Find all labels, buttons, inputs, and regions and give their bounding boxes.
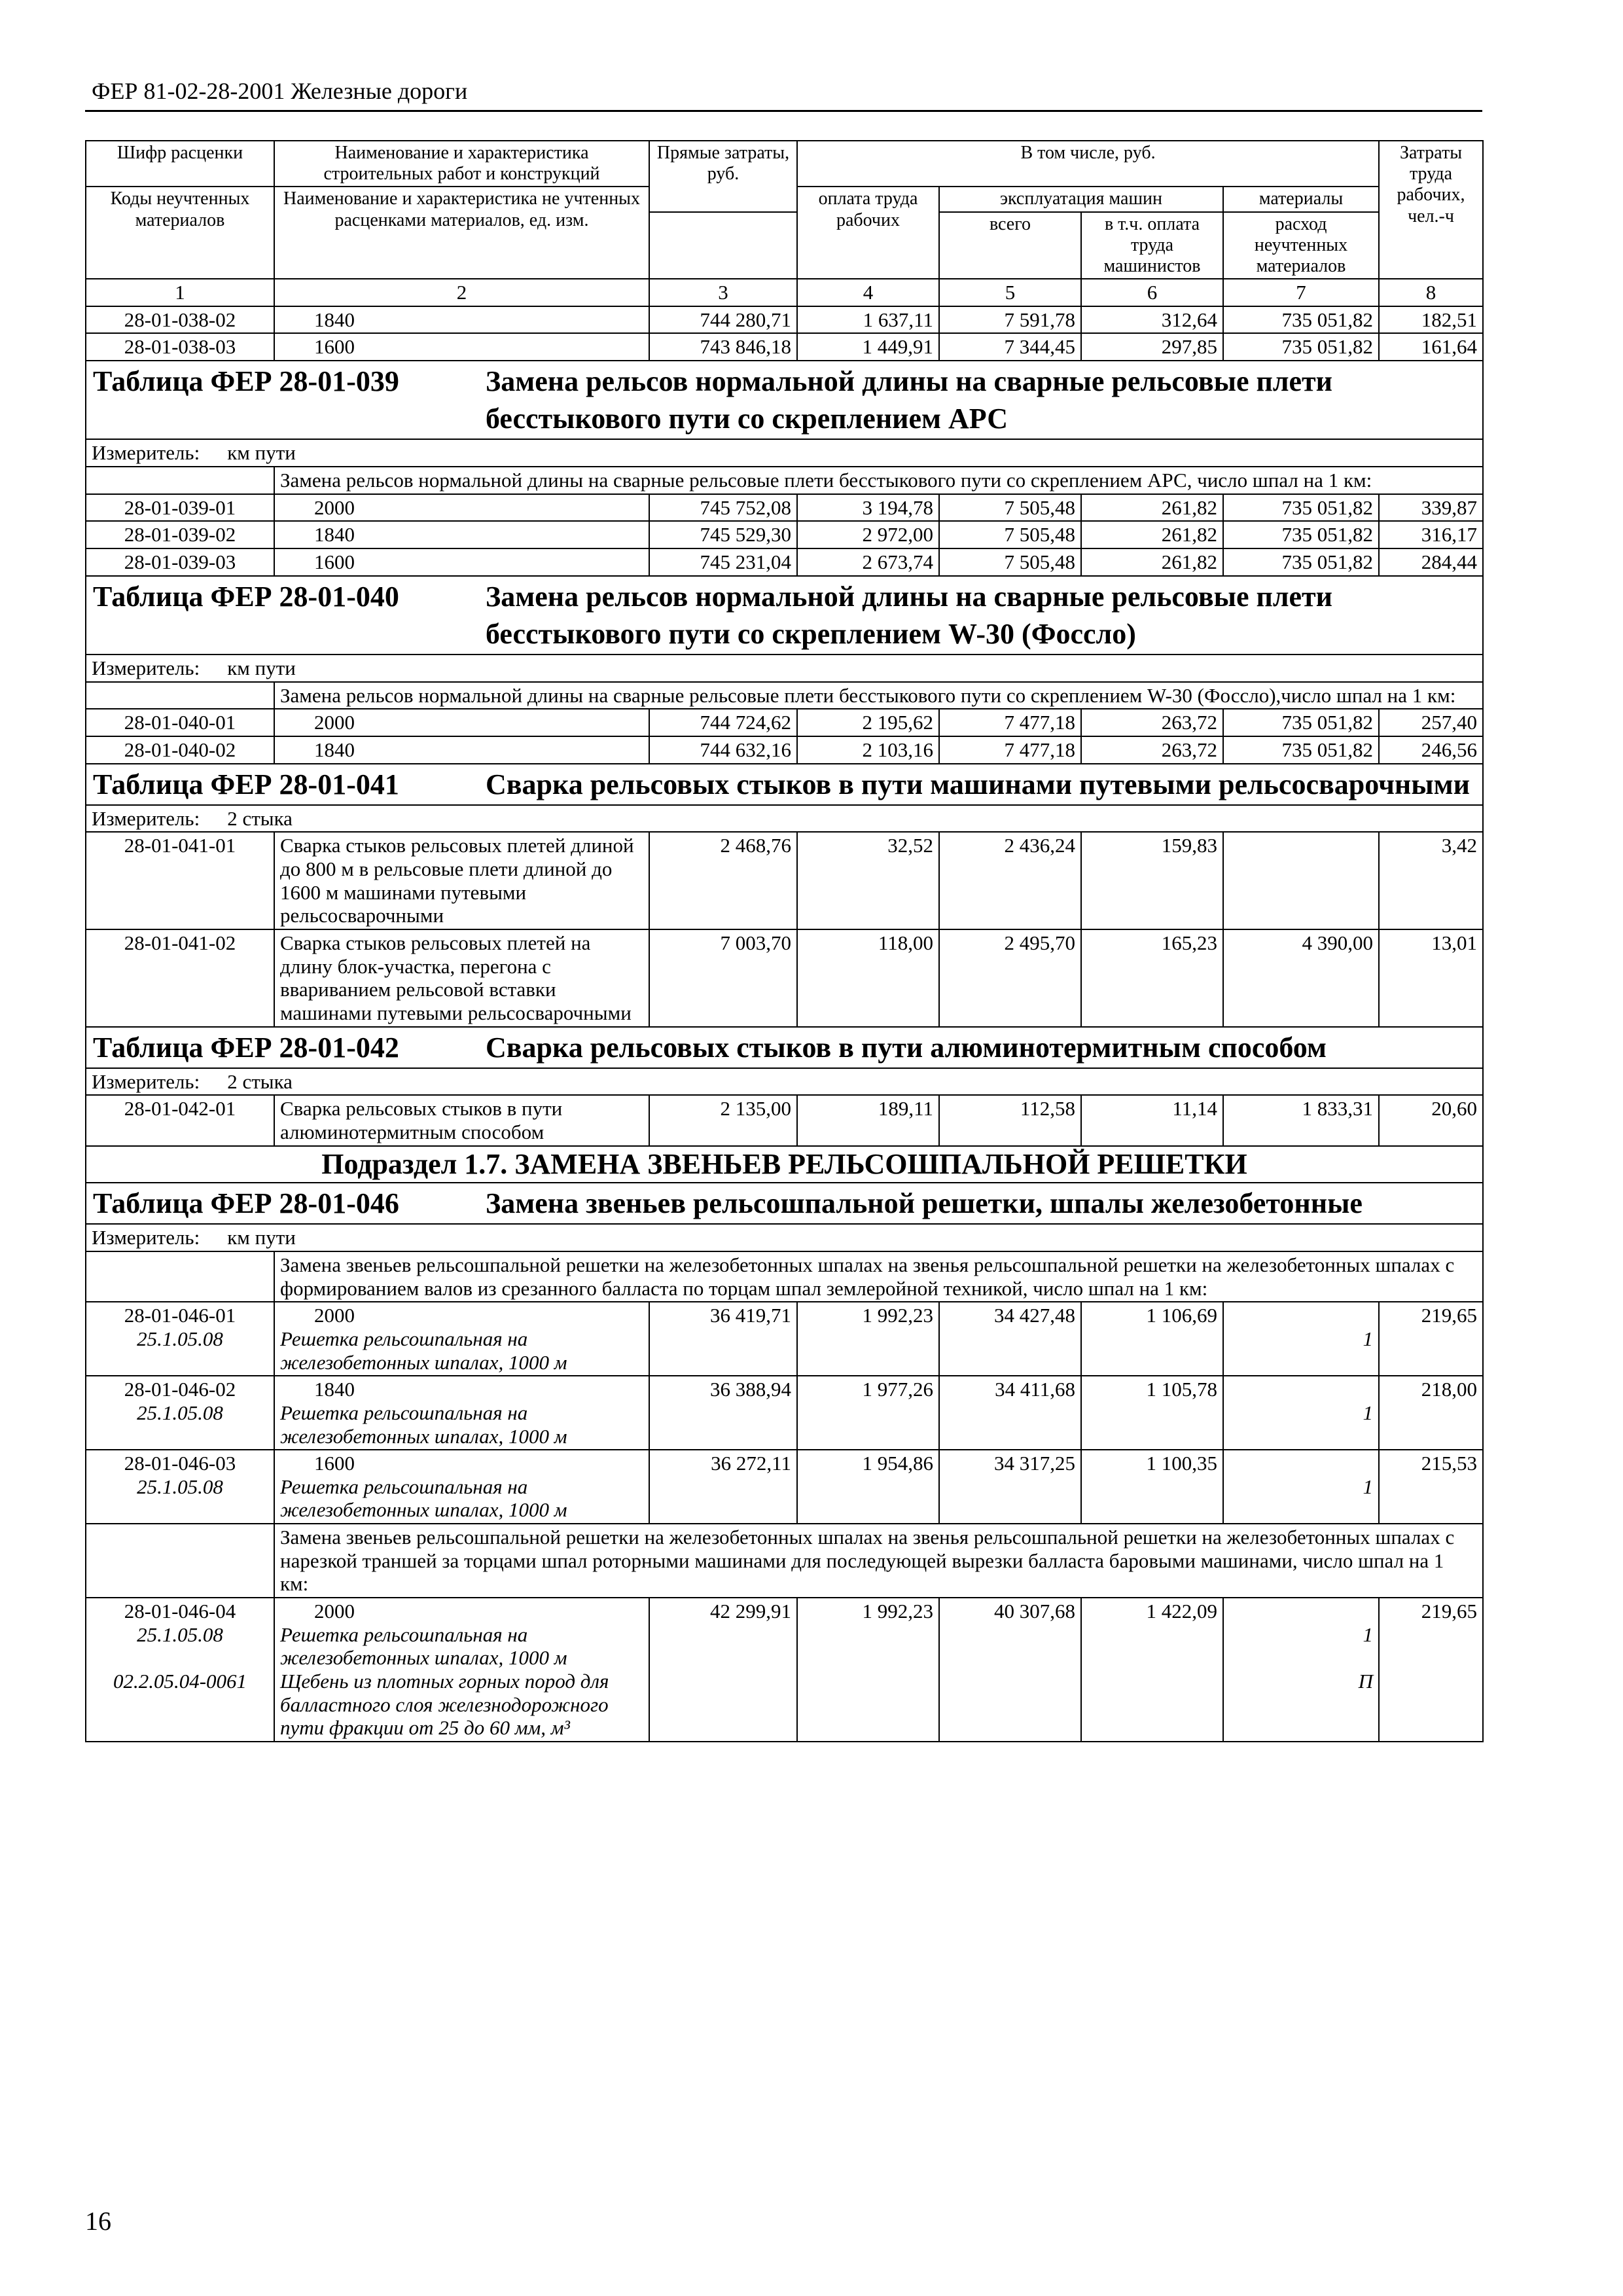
col-matcode-header: Коды неучтенных материалов [86, 187, 274, 279]
col-matuse-header: расход неучтенных материалов [1223, 212, 1379, 279]
table-number: Таблица ФЕР 28-01-040 [93, 580, 399, 613]
table-row: 28-01-046-02 25.1.05.08 1840 Решетка рельсошпальная на железобетонных шпалах, 1000 м 36 388,94 1 977,26 34 411,68 1 105,78 1 218,00 [86, 1376, 1483, 1450]
header-rule [85, 110, 1482, 112]
price-table [85, 140, 1484, 1742]
col-name-header: Наименование и характеристика строительных работ и конструкций [274, 141, 649, 187]
subsection-row [86, 1146, 1483, 1183]
table-title-row [86, 1183, 1483, 1224]
col-machtotal-header: всего [939, 212, 1081, 279]
table-number: Таблица ФЕР 28-01-042 [93, 1031, 399, 1064]
table-row: 28-01-038-02 1840 744 280,71 1 637,11 7 591,78 312,64 735 051,82 182,51 [86, 306, 1483, 334]
description-row: Замена звеньев рельсошпальной решетки на железобетонных шпалах на звенья рельсошпальной решетки на железобетонных шпалах с нарезкой траншей за торцами шпал роторными машинами для последующей вырезки балласта баровыми машинами, число шпал на 1 км: [86, 1524, 1483, 1598]
col-matname-header: Наименование и характеристика не учтенных расценками материалов, ед. изм. [274, 187, 649, 279]
page-number: 16 [85, 2206, 111, 2236]
measure-row: Измеритель: 2 стыка [86, 805, 1483, 833]
column-numbers-row: 1 2 3 4 5 6 7 8 [86, 279, 1483, 306]
table-row: 28-01-041-01 Сварка стыков рельсовых плетей длиной до 800 м в рельсовые плети длиной до 1600 м машинами путевыми рельсосварочными 2 468,76 32,52 2 436,24 159,83 3,42 [86, 832, 1483, 929]
subsection-title: Подраздел 1.7. ЗАМЕНА ЗВЕНЬЕВ РЕЛЬСОШПАЛЬНОЙ РЕШЕТКИ [86, 1146, 1483, 1183]
table-row: 28-01-040-01 2000 744 724,62 2 195,62 7 477,18 263,72 735 051,82 257,40 [86, 709, 1483, 736]
table-row: 28-01-046-04 25.1.05.08 02.2.05.04-0061 2000 Решетка рельсошпальная на железобетонных шпалах, 1000 м Щебень из плотных горных пород для балластного слоя железнодорожного пути фракции от 25 до 60 мм, м³ 42 299,91 1 992,23 40 307,68 1 422,09 1 П 219,65 [86, 1598, 1483, 1742]
col-direct-header: Прямые затраты, руб. [649, 141, 797, 212]
description-row: Замена рельсов нормальной длины на сварные рельсовые плети бесстыкового пути со скреплением W-30 (Фоссло),число шпал на 1 км: [86, 682, 1483, 709]
table-row: 28-01-042-01 Сварка рельсовых стыков в пути алюминотермитным способом 2 135,00 189,11 112,58 11,14 1 833,31 20,60 [86, 1095, 1483, 1145]
table-number: Таблица ФЕР 28-01-046 [93, 1187, 399, 1220]
table-row: 28-01-041-02 Сварка стыков рельсовых плетей на длину блок-участка, перегона с ввариванием рельсовой вставки машинами путевыми рельсосварочными 7 003,70 118,00 2 495,70 165,23 4 390,00 13,01 [86, 929, 1483, 1027]
measure-row: Измеритель: км пути [86, 439, 1483, 467]
measure-row: Измеритель: км пути [86, 1224, 1483, 1251]
table-number: Таблица ФЕР 28-01-041 [93, 768, 399, 800]
table-title: Замена рельсов нормальной длины на сварные рельсовые плети бесстыкового пути со скреплением АРС [486, 365, 1333, 435]
col-materials-header: материалы [1223, 187, 1379, 211]
table-title: Сварка рельсовых стыков в пути машинами путевыми рельсосварочными [486, 768, 1470, 800]
description-row: Замена рельсов нормальной длины на сварные рельсовые плети бесстыкового пути со скреплением АРС, число шпал на 1 км: [86, 467, 1483, 494]
table-row: 28-01-039-02 1840 745 529,30 2 972,00 7 505,48 261,82 735 051,82 316,17 [86, 521, 1483, 548]
col-hours-header: Затраты труда рабочих, чел.-ч [1379, 141, 1483, 279]
col-machines-header: эксплуатация машин [939, 187, 1223, 211]
table-row: 28-01-046-01 25.1.05.08 2000 Решетка рельсошпальная на железобетонных шпалах, 1000 м 36 419,71 1 992,23 34 427,48 1 106,69 1 219,65 [86, 1302, 1483, 1376]
table-title: Замена звеньев рельсошпальной решетки, шпалы железобетонные [486, 1187, 1363, 1220]
table-title-row [86, 576, 1483, 655]
table-header-row [86, 141, 1483, 187]
table-row: 28-01-040-02 1840 744 632,16 2 103,16 7 477,18 263,72 735 051,82 246,56 [86, 736, 1483, 764]
col-code-header: Шифр расценки [86, 141, 274, 187]
table-title-row [86, 764, 1483, 805]
measure-row: Измеритель: 2 стыка [86, 1068, 1483, 1096]
measure-row: Измеритель: км пути [86, 655, 1483, 682]
table-row: 28-01-038-03 1600 743 846,18 1 449,91 7 344,45 297,85 735 051,82 161,64 [86, 333, 1483, 361]
table-number: Таблица ФЕР 28-01-039 [93, 365, 399, 398]
col-machlabor-header: в т.ч. оплата труда машинистов [1081, 212, 1223, 279]
table-title-row [86, 361, 1483, 439]
table-row: 28-01-039-03 1600 745 231,04 2 673,74 7 505,48 261,82 735 051,82 284,44 [86, 548, 1483, 576]
table-title: Замена рельсов нормальной длины на сварные рельсовые плети бесстыкового пути со скреплением W-30 (Фоссло) [486, 580, 1333, 650]
page-header: ФЕР 81-02-28-2001 Железные дороги [92, 78, 468, 104]
description-row: Замена звеньев рельсошпальной решетки на железобетонных шпалах на звенья рельсошпальной решетки на железобетонных шпалах с формированием валов из срезанного балласта по торцам шпал землеройной техникой, число шпал на 1 км: [86, 1251, 1483, 1302]
table-title-row [86, 1027, 1483, 1068]
table-row: 28-01-039-01 2000 745 752,08 3 194,78 7 505,48 261,82 735 051,82 339,87 [86, 494, 1483, 522]
col-incl-header: В том числе, руб. [797, 141, 1379, 187]
table-row: 28-01-046-03 25.1.05.08 1600 Решетка рельсошпальная на железобетонных шпалах, 1000 м 36 272,11 1 954,86 34 317,25 1 100,35 1 215,53 [86, 1450, 1483, 1524]
col-labor-header: оплата труда рабочих [797, 187, 939, 279]
table-title: Сварка рельсовых стыков в пути алюминотермитным способом [486, 1031, 1327, 1064]
